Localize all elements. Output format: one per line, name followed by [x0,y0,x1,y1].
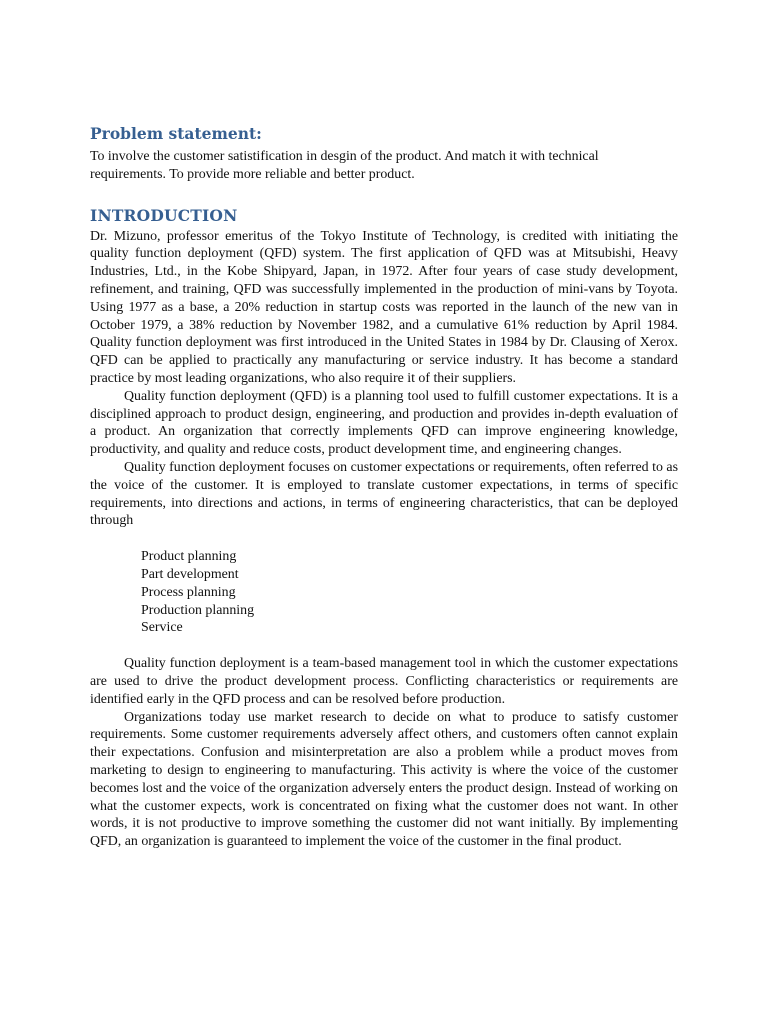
problem-statement-text: To involve the customer satistification in desgin of the product. And match it with technical requirements. To provide more reliable and better product. [90,149,599,182]
intro-paragraph-1: Dr. Mizuno, professor emeritus of the Tokyo Institute of Technology, is credited with initiating the quality function deployment (QFD) system. The first application of QFD was at Mitsubishi, Heavy Industries, Ltd., in the Kobe Shipyard, Japan, in 1972. After four years of case study development, refinement, and training, QFD was successfully implemented in the production of mini-vans by Toyota. Using 1977 as a base, a 20% reduction in startup costs was reported in the launch of the new van in October 1979, a 38% reduction by November 1982, and a cumulative 61% reduction by April 1984. Quality function deployment was first introduced in the United States in 1984 by Dr. Clausing of Xerox. QFD can be applied to practically any manufacturing or service industry. It has become a standard practice by most leading organizations, who also require it of their suppliers. [90,228,678,386]
intro-paragraph-2: Quality function deployment (QFD) is a planning tool used to fulfill customer expectations. It is a disciplined approach to product design, engineering, and production and provides in-depth evaluation of a product. An organization that correctly implements QFD can improve engineering knowledge, productivity, and quality and reduce costs, product development time, and engineering changes. [90,388,678,458]
deployment-list [141,548,678,637]
document-body [90,124,678,851]
list-item: Part development [141,566,239,582]
introduction-heading: INTRODUCTION [90,205,238,225]
list-item: Production planning [141,602,255,618]
closing-paragraph-1: Quality function deployment is a team-based management tool in which the customer expectations are used to drive the product development process. Conflicting characteristics or requirements are identified early in the QFD process and can be resolved before production. [90,656,678,707]
list-item: Product planning [141,549,237,565]
intro-paragraph-3: Quality function deployment focuses on customer expectations or requirements, often referred to as the voice of the customer. It is employed to translate customer expectations, in terms of specific requirements, into directions and actions, in terms of engineering characteristics, that can be deployed through [90,459,678,529]
list-item: Service [141,620,183,636]
list-item: Process planning [141,584,236,600]
problem-statement-heading: Problem statement: [90,124,262,143]
closing-paragraph-2: Organizations today use market research to decide on what to produce to satisfy customer requirements. Some customer requirements adversely affect others, and customers often cannot explain their expectations. Confusion and misinterpretation are also a problem while a product moves from marketing to design to engineering to manufacturing. This activity is where the voice of the customer becomes lost and the voice of the organization adversely enters the product design. Instead of working on what the customer expects, work is concentrated on fixing what the customer does not want. In other words, it is not productive to improve something the customer did not want initially. By implementing QFD, an organization is guaranteed to implement the voice of the customer in the final product. [90,709,678,850]
